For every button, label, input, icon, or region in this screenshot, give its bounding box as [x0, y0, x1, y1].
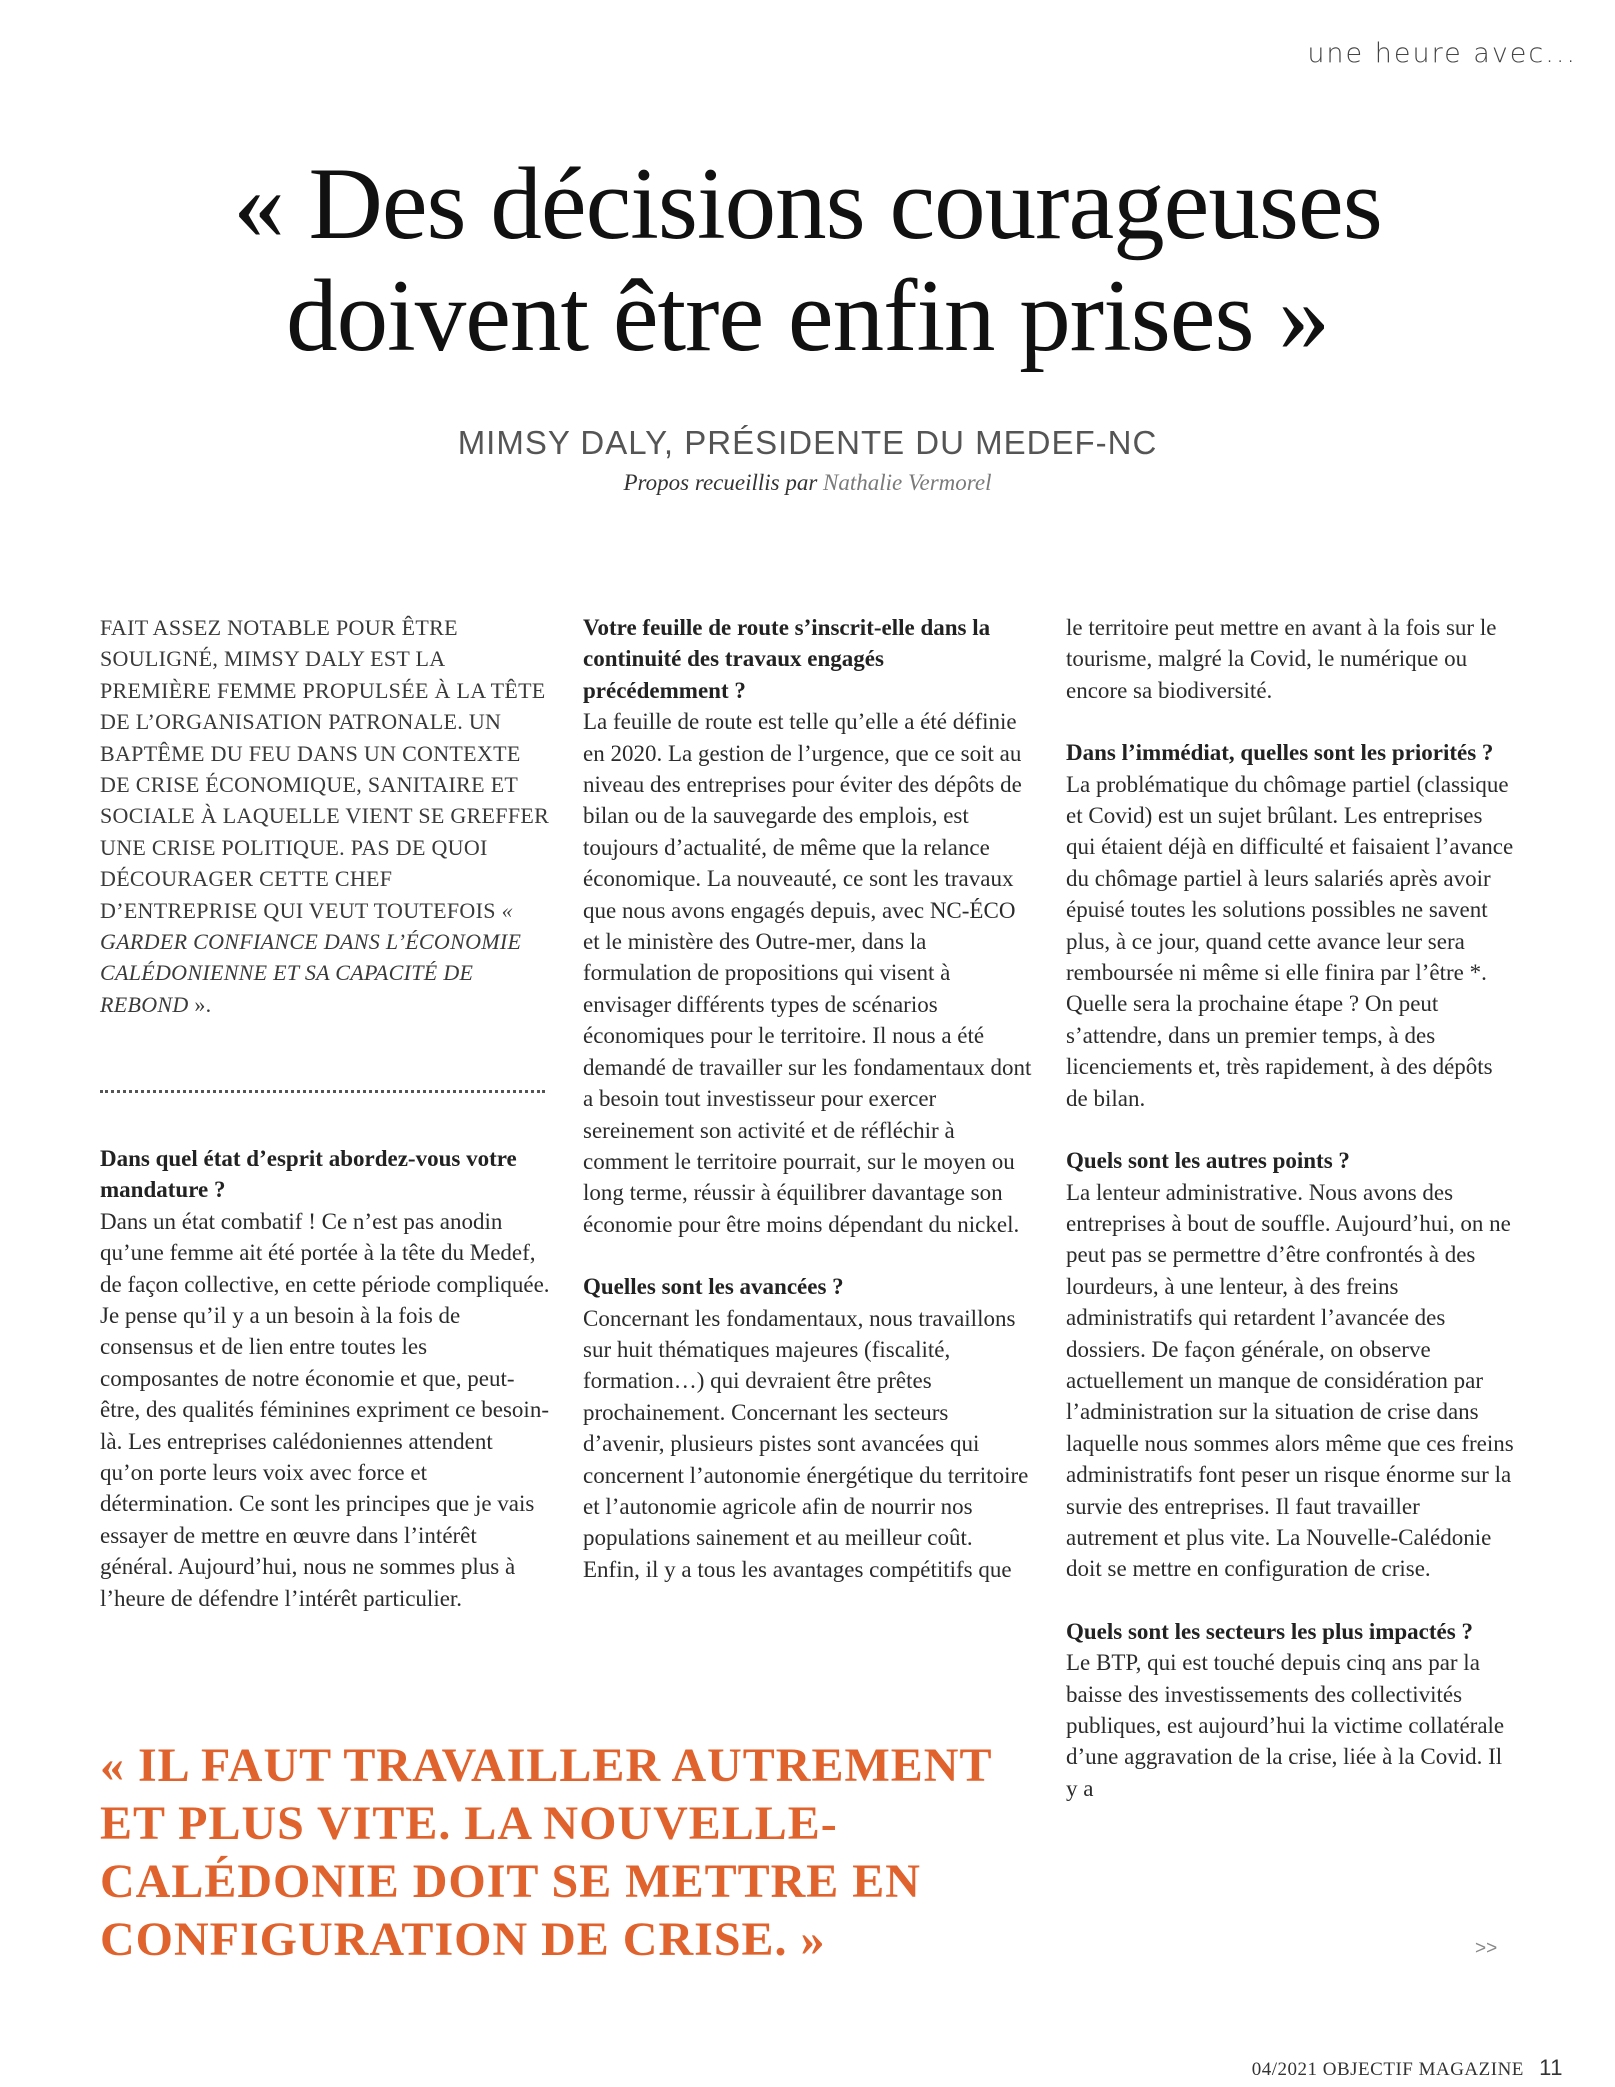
question-3: Quelles sont les avancées ? — [583, 1274, 844, 1300]
dotted-divider — [100, 1090, 545, 1093]
credit — [0, 470, 1615, 496]
question-1: Dans quel état d’esprit abordez-vous votre mandature ? — [100, 1146, 517, 1203]
pull-quote — [100, 1737, 1000, 1969]
column-1-qa — [100, 1143, 550, 1614]
intro-quote: « GARDER CONFIANCE DANS L’ÉCONOMIE CALÉDONIENNE ET SA CAPACITÉ DE REBOND — [100, 897, 522, 1017]
issue-date: 04/2021 — [1251, 2059, 1318, 2080]
question-4: Dans l’immédiat, quelles sont les priorités ? — [1066, 740, 1494, 766]
pull-quote-line-3: CALÉDONIE DOIT SE METTRE EN — [100, 1855, 921, 1908]
answer-4: La problématique du chômage partiel (classique et Covid) est un sujet brûlant. Les entreprises qui étaient déjà en difficulté et faisaient l’avance du chômage partiel à leurs salariés après avoir épuisé toutes les solutions possibles ne savent plus, à ce jour, quand cette avance leur sera remboursée ni même si elle finira par l’être *. Quelle sera la prochaine étape ? On peut s’attendre, dans un premier temps, à des licenciements et, très rapidement, à des dépôts de bilan. — [1066, 771, 1514, 1111]
column-3 — [1066, 612, 1516, 1804]
intro-paragraph — [100, 612, 550, 1020]
continue-marker: >> — [1475, 1938, 1498, 1959]
pull-quote-line-2: ET PLUS VITE. LA NOUVELLE- — [100, 1797, 838, 1850]
title-line-1: « Des décisions courageuses — [233, 147, 1382, 261]
magazine-name: OBJECTIF MAGAZINE — [1322, 2059, 1524, 2080]
pull-quote-line-1: « IL FAUT TRAVAILLER AUTREMENT — [100, 1739, 993, 1792]
question-5: Quels sont les autres points ? — [1066, 1148, 1350, 1174]
column-2 — [583, 612, 1033, 1585]
answer-3-continued: le territoire peut mettre en avant à la fois sur le tourisme, malgré la Covid, le numérique ou encore sa biodiversité. — [1066, 615, 1497, 703]
answer-3: Concernant les fondamentaux, nous travaillons sur huit thématiques majeures (fiscalité, formation…) qui devraient être prêtes prochainement. Concernant les secteurs d’avenir, plusieurs pistes sont avancées qui concernent l’autonomie énergétique du territoire et l’autonomie agricole afin de nourrir nos populations sainement et au meilleur coût. Enfin, il y a tous les avantages compétitifs que — [583, 1305, 1029, 1582]
article-title — [0, 148, 1615, 372]
question-6: Quels sont les secteurs les plus impactés ? — [1066, 1618, 1473, 1644]
credit-prefix: Propos recueillis par — [623, 470, 818, 495]
credit-author: Nathalie Vermorel — [823, 470, 992, 495]
column-1 — [100, 612, 550, 1020]
answer-2: La feuille de route est telle qu’elle a été définie en 2020. La gestion de l’urgence, que ce soit au niveau des entreprises pour éviter des dépôts de bilan ou de la sauvegarde des emplois, est toujours d’actualité, de même que la relance économique. La nouveauté, ce sont les travaux que nous avons engagés depuis, avec NC-ÉCO et le ministère des Outre-mer, dans la formulation de propositions qui visent à envisager différents types de scénarios économiques pour le territoire. Il nous a été demandé de travailler sur les fondamentaux dont a besoin tout investisseur pour exercer sereinement son activité et de réfléchir à comment le territoire pourrait, sur le moyen ou long terme, réussir à équilibrer davantage son économie pour être moins dépendant du nickel. — [583, 709, 1032, 1237]
byline: MIMSY DALY, PRÉSIDENTE DU MEDEF-NC — [457, 424, 1158, 461]
answer-5: La lenteur administrative. Nous avons des entreprises à bout de souffle. Aujourd’hui, on ne peut pas se permettre d’être confrontés à des lourdeurs, à une lenteur, à des freins administratifs qui retardent l’avancée des dossiers. De façon générale, on observe actuellement un manque de considération par l’administration sur la situation de crise dans laquelle nous sommes alors même que ces freins administratifs font peser un risque énorme sur la survie des entreprises. Il faut travailler autrement et plus vite. La Nouvelle-Calédonie doit se mettre en configuration de crise. — [1066, 1179, 1514, 1582]
intro-text: FAIT ASSEZ NOTABLE POUR ÊTRE SOULIGNÉ, MIMSY DALY EST LA PREMIÈRE FEMME PROPULSÉE À LA TÊTE DE L’ORGANISATION PATRONALE. UN BAPTÊME DU FEU DANS UN CONTEXTE DE CRISE ÉCONOMIQUE, SANITAIRE ET SOCIALE À LAQUELLE VIENT SE GREFFER UNE CRISE POLITIQUE. PAS DE QUOI DÉCOURAGER CETTE CHEF D’ENTREPRISE QUI VEUT TOUTEFOIS — [100, 615, 550, 923]
section-label: une heure avec... — [1307, 38, 1577, 69]
answer-1: Dans un état combatif ! Ce n’est pas anodin qu’une femme ait été portée à la tête du Medef, de façon collective, en cette période compliquée. Je pense qu’il y a un besoin à la fois de consensus et de lien entre toutes les composantes de notre économie et que, peut-être, des qualités féminines expriment ce besoin-là. Les entreprises calédoniennes attendent qu’on porte leurs voix avec force et détermination. Ce sont les principes que je vais essayer de mettre en œuvre dans l’intérêt général. Aujourd’hui, nous ne sommes plus à l’heure de défendre l’intérêt particulier. — [100, 1208, 550, 1611]
page-footer — [1252, 2055, 1563, 2081]
title-line-2: doivent être enfin prises » — [286, 259, 1329, 373]
intro-end: ». — [188, 991, 212, 1017]
question-2: Votre feuille de route s’inscrit-elle dans la continuité des travaux engagés précédemment ? — [583, 615, 991, 703]
pull-quote-line-4: CONFIGURATION DE CRISE. » — [100, 1913, 826, 1966]
page-number: 11 — [1539, 2055, 1563, 2080]
answer-6: Le BTP, qui est touché depuis cinq ans par la baisse des investissements des collectivités publiques, est aujourd’hui la victime collatérale d’une aggravation de la crise, liée à la Covid. Il y a — [1066, 1650, 1505, 1801]
